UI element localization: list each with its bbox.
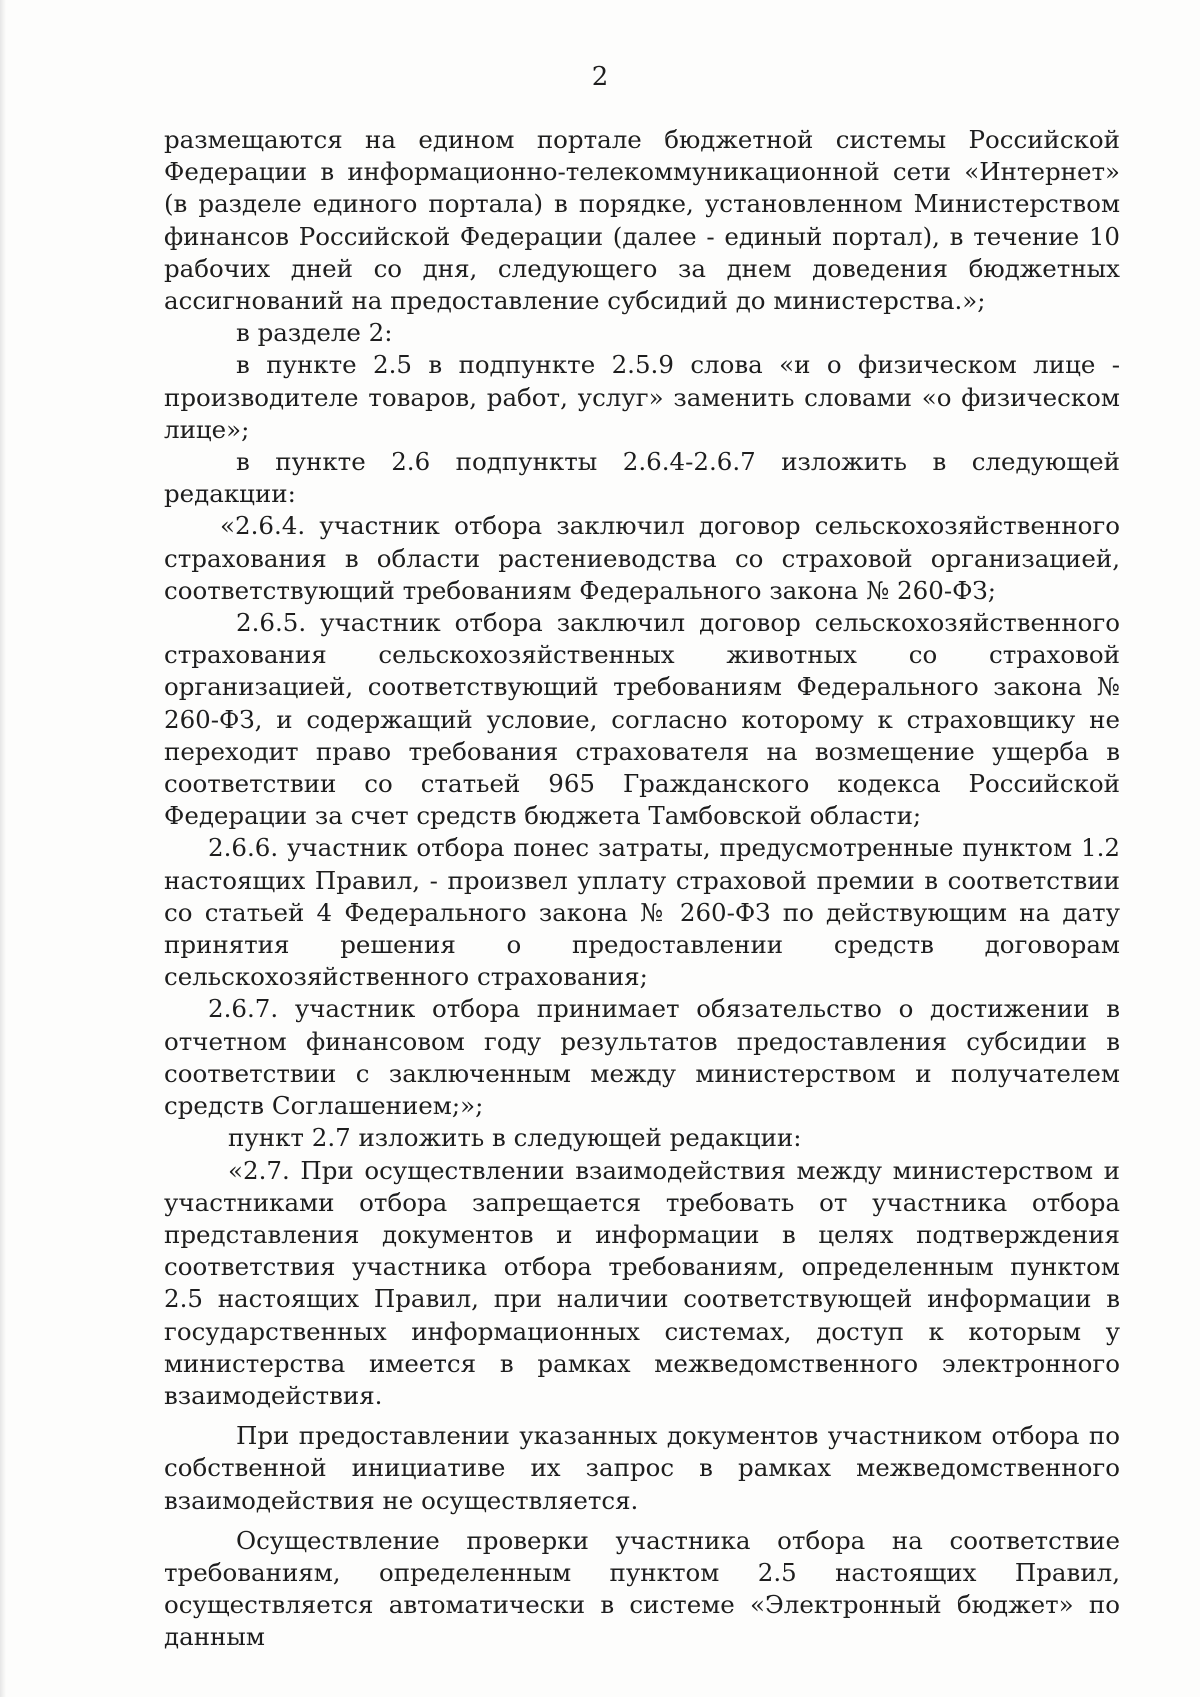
document-body	[164, 124, 1120, 1654]
paragraph-continuation: размещаются на едином портале бюджетной системы Российской Федерации в информационно-телекоммуникационной сети «Интернет» (в разделе единого портала) в порядке, установленном Министерством финансов Российской Федерации (далее - единый портал), в течение 10 рабочих дней со дня, следующего за днем доведения бюджетных ассигнований на предоставление субсидий до министерства.»;	[164, 125, 1120, 316]
paragraph-verification: Осуществление проверки участника отбора на соответствие требованиям, определенным пунктом 2.5 настоящих Правил, осуществляется автоматически в системе «Электронный бюджет» по данным	[164, 1525, 1120, 1652]
paragraph-point-2-6: в пункте 2.6 подпункты 2.6.4-2.6.7 изложить в следующей редакции:	[164, 447, 1120, 509]
scan-edge	[0, 0, 6, 1697]
paragraph-point-2-7: пункт 2.7 изложить в следующей редакции:	[228, 1123, 802, 1153]
paragraph-point-2-5: в пункте 2.5 в подпункте 2.5.9 слова «и о физическом лице - производителе товаров, работ, услуг» заменить словами «о физическом лице»;	[164, 350, 1120, 444]
paragraph-2-6-6: 2.6.6. участник отбора понес затраты, предусмотренные пунктом 1.2 настоящих Правил, - произвел уплату страховой премии в соответствии со статьей 4 Федерального закона № 260-ФЗ по действующим на дату принятия решения о предоставлении средств договорам сельскохозяйственного страхования;	[164, 833, 1120, 992]
paragraph-2-6-4: «2.6.4. участник отбора заключил договор сельскохозяйственного страхования в области растениеводства со страховой организацией, соответствующий требованиям Федерального закона № 260-ФЗ;	[164, 511, 1120, 605]
paragraph-2-7: «2.7. При осуществлении взаимодействия между министерством и участниками отбора запрещается требовать от участника отбора представления документов и информации в целях подтверждения соответствия участника отбора требованиям, определенным пунктом 2.5 настоящих Правил, при наличии соответствующей информации в государственных информационных системах, доступ к которым у министерства имеется в рамках межведомственного электронного взаимодействия.	[164, 1155, 1120, 1410]
paragraph-2-6-5: 2.6.5. участник отбора заключил договор сельскохозяйственного страхования сельскохозяйственных животных со страховой организацией, соответствующий требованиям Федерального закона № 260-ФЗ, и содержащий условие, согласно которому к страховщику не переходит право требования страхователя на возмещение ущерба в соответствии со статьей 965 Гражданского кодекса Российской Федерации за счет средств бюджета Тамбовской области;	[164, 608, 1120, 831]
paragraph-section-2: в разделе 2:	[236, 318, 393, 348]
paragraph-2-6-7: 2.6.7. участник отбора принимает обязательство о достижении в отчетном финансовом году результатов предоставления субсидии в соответствии с заключенным между министерством и получателем средств Соглашением;»;	[164, 994, 1120, 1121]
paragraph-own-initiative: При предоставлении указанных документов участником отбора по собственной инициативе их запрос в рамках межведомственного взаимодействия не осуществляется.	[164, 1421, 1120, 1515]
page-number: 2	[591, 62, 609, 92]
